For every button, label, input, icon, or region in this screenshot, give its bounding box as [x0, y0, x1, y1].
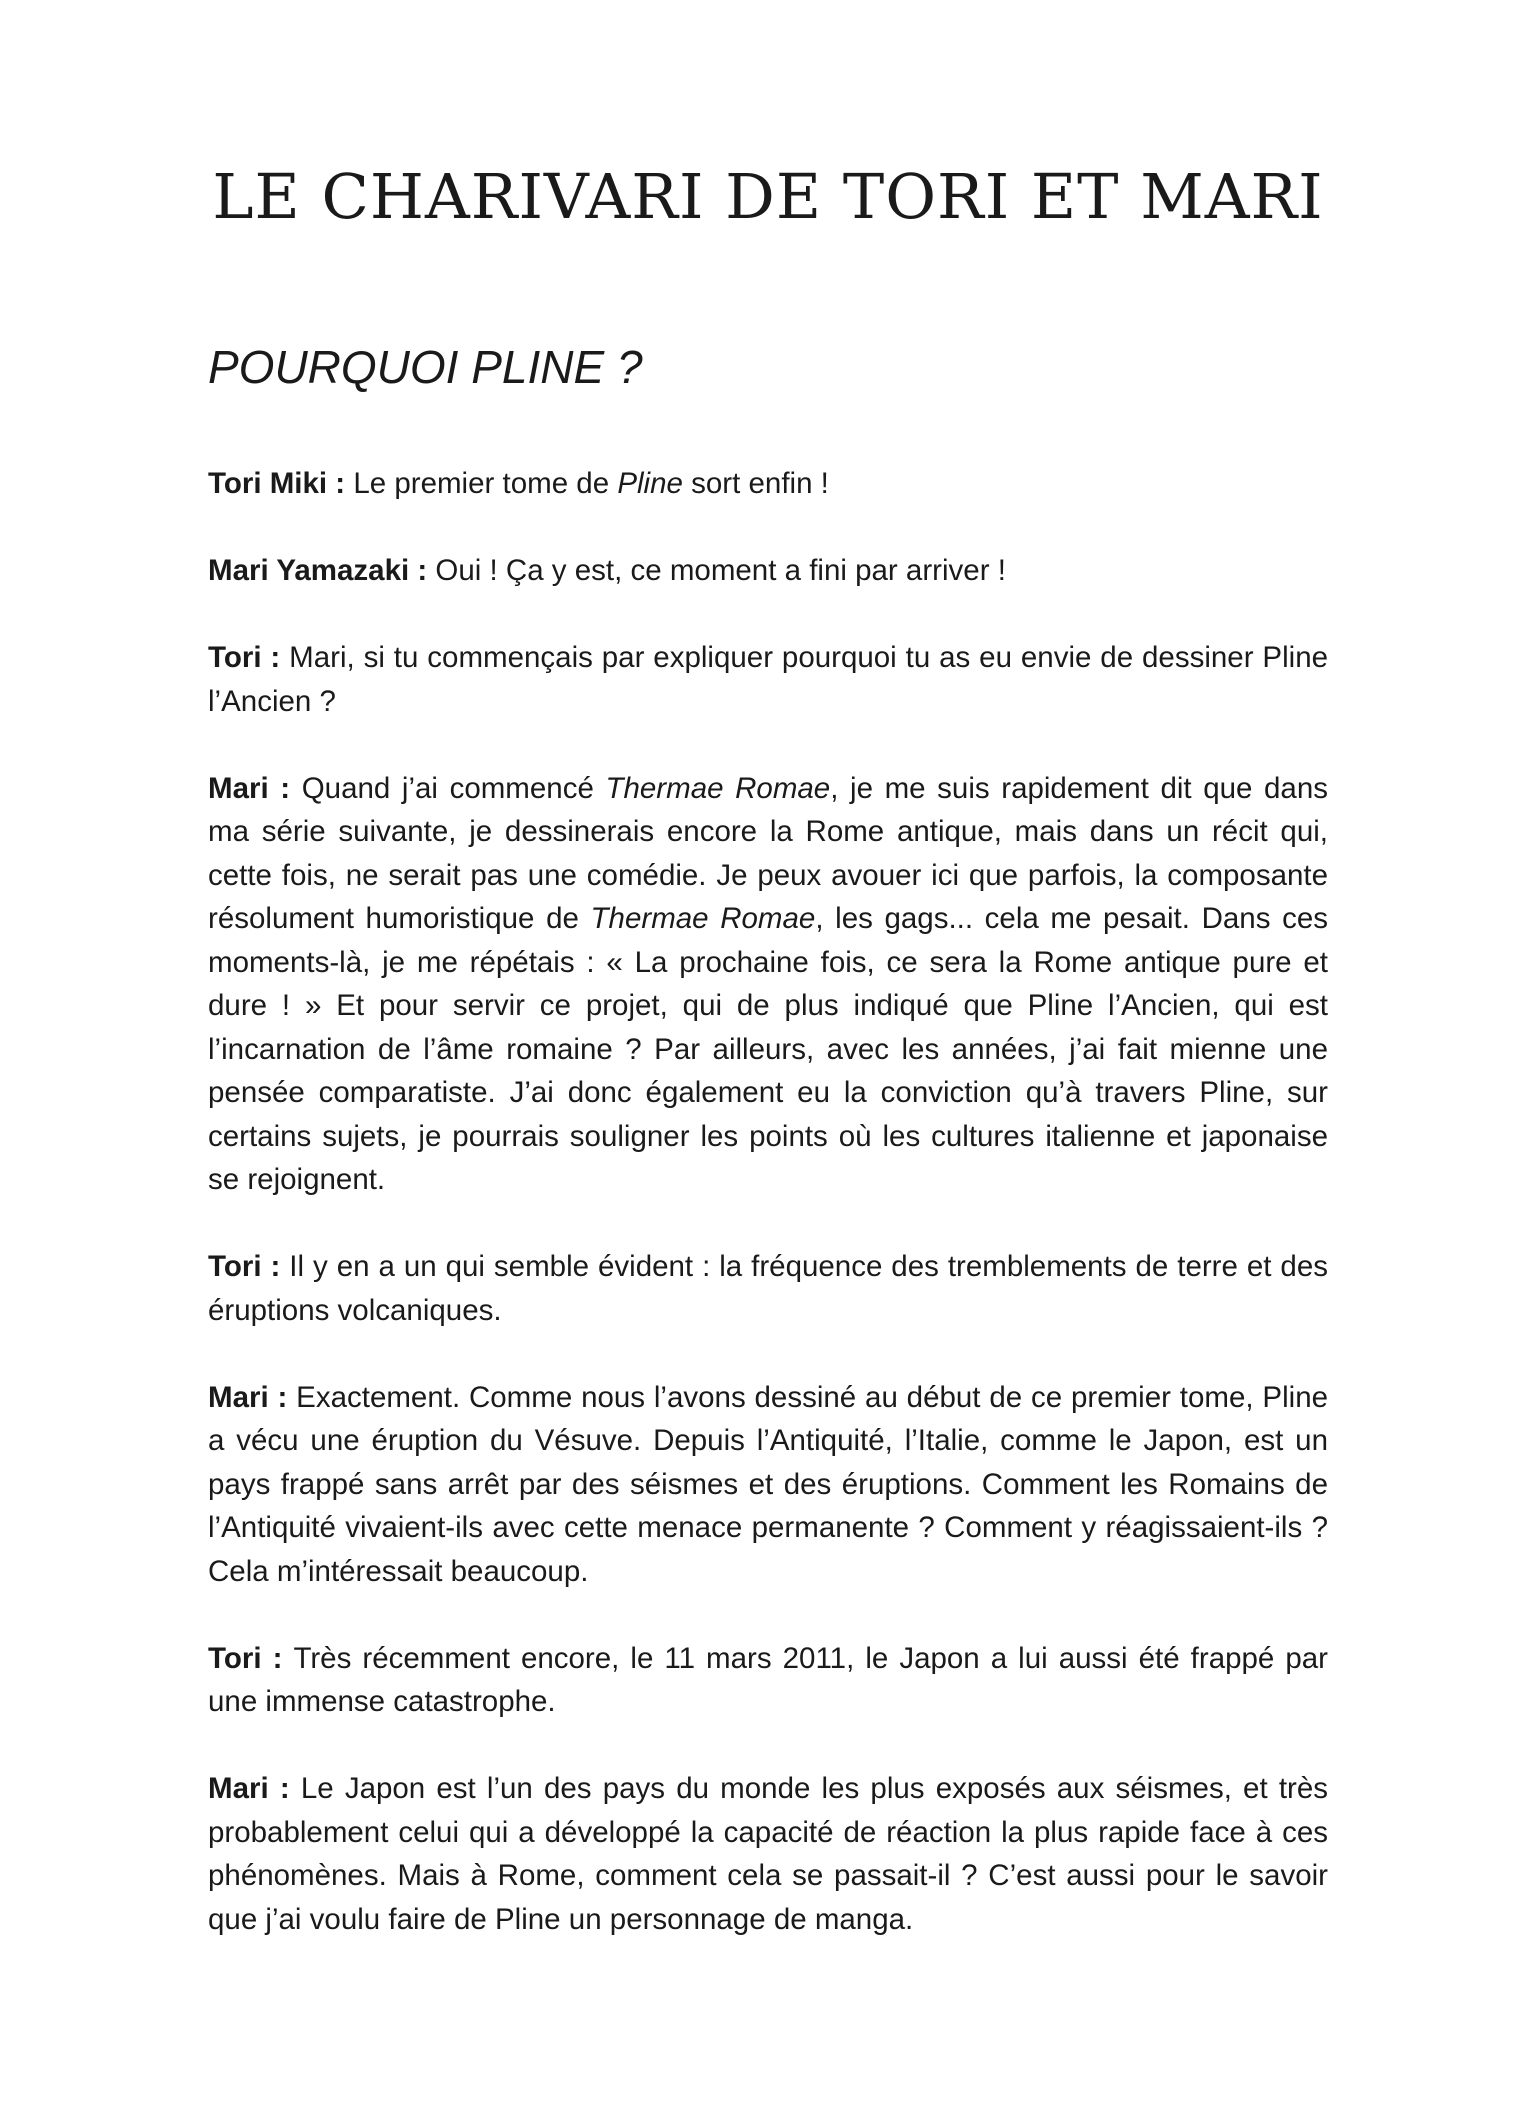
dialogue-paragraph: [208, 1245, 1328, 1332]
dialogue-paragraph: [208, 1767, 1328, 1941]
dialogue-body: [208, 462, 1328, 1985]
speaker-separator: :: [327, 467, 354, 500]
dialogue-paragraph: [208, 767, 1328, 1202]
dialogue-paragraph: [208, 1637, 1328, 1724]
speaker-separator: :: [261, 1250, 290, 1283]
dialogue-paragraph: [208, 636, 1328, 723]
speech-text: sort enfin !: [682, 467, 829, 500]
speaker-separator: :: [409, 554, 436, 587]
italic-title-text: Thermae Romae: [605, 771, 831, 805]
speaker-separator: :: [261, 1641, 294, 1675]
speaker-name: Tori: [208, 1250, 262, 1283]
speech-text: Quand j’ai commencé: [301, 771, 606, 805]
speech-text: Mari, si tu commençais par expliquer pourquoi tu as eu envie de dessiner Pline l’Ancien ?: [208, 641, 1329, 718]
speech-text: Le premier tome de: [353, 467, 618, 500]
speaker-name: Mari: [208, 1380, 269, 1414]
dialogue-paragraph: [208, 462, 1328, 506]
speaker-name: Mari Yamazaki: [208, 554, 410, 587]
speaker-name: Tori: [208, 1641, 262, 1675]
speaker-separator: :: [268, 771, 302, 805]
speaker-name: Tori Miki: [208, 467, 328, 500]
speech-text: , les gags... cela me pesait. Dans ces moments-là, je me répétais : « La prochaine fois, ce sera la Rome antique pure et dure ! » Et pour servir ce projet, qui de plus indiqué que Pline l’Ancien, qui est l’incarnation de l’âme romaine ? Par ailleurs, avec les années, j’ai fait mienne une pensée comparatiste. J’ai donc également eu la conviction qu’à travers Pline, sur certains sujets, je pourrais souligner les points où les cultures italienne et japonaise se rejoignent.: [208, 902, 1328, 1196]
dialogue-paragraph: [208, 1376, 1328, 1594]
italic-title-text: Thermae Romae: [590, 902, 816, 935]
speaker-name: Mari: [208, 771, 269, 805]
speaker-separator: :: [268, 1380, 297, 1414]
speaker-name: Tori: [208, 641, 262, 674]
speech-text: Le Japon est l’un des pays du monde les plus exposés aux séismes, et très probablement celui qui a développé la capacité de réaction la plus rapide face à ces phénomènes. Mais à Rome, comment cela se passait-il ? C’est aussi pour le savoir que j’ai voulu faire de Pline un personnage de manga.: [208, 1772, 1329, 1936]
section-title: POURQUOI PLINE ?: [208, 341, 643, 393]
speaker-name: Mari: [208, 1772, 269, 1805]
speaker-separator: :: [261, 641, 290, 674]
speech-text: Exactement. Comme nous l’avons dessiné au début de ce premier tome, Pline a vécu une éruption du Vésuve. Depuis l’Antiquité, l’Italie, comme le Japon, est un pays frappé sans arrêt par des séismes et des éruptions. Comment les Romains de l’Antiquité vivaient-ils avec cette menace permanente ? Comment y réagissaient-ils ? Cela m’intéressait beaucoup.: [208, 1380, 1329, 1588]
speech-text: Il y en a un qui semble évident : la fréquence des tremblements de terre et des éruptions volcaniques.: [208, 1250, 1328, 1327]
speech-text: Oui ! Ça y est, ce moment a fini par arriver !: [435, 554, 1006, 587]
italic-title-text: Pline: [617, 467, 683, 500]
speech-text: , je me suis rapidement dit que dans ma série suivante, je dessinerais encore la Rome antique, mais dans un récit qui, cette fois, ne serait pas une comédie. Je peux avouer ici que parfois, la composante résolument humoristique de: [208, 771, 1328, 935]
dialogue-paragraph: [208, 549, 1328, 593]
page-title: LE CHARIVARI DE TORI ET MARI: [212, 160, 1324, 233]
speech-text: Très récemment encore, le 11 mars 2011, le Japon a lui aussi été frappé par une immense catastrophe.: [208, 1641, 1328, 1718]
speaker-separator: :: [268, 1772, 301, 1805]
